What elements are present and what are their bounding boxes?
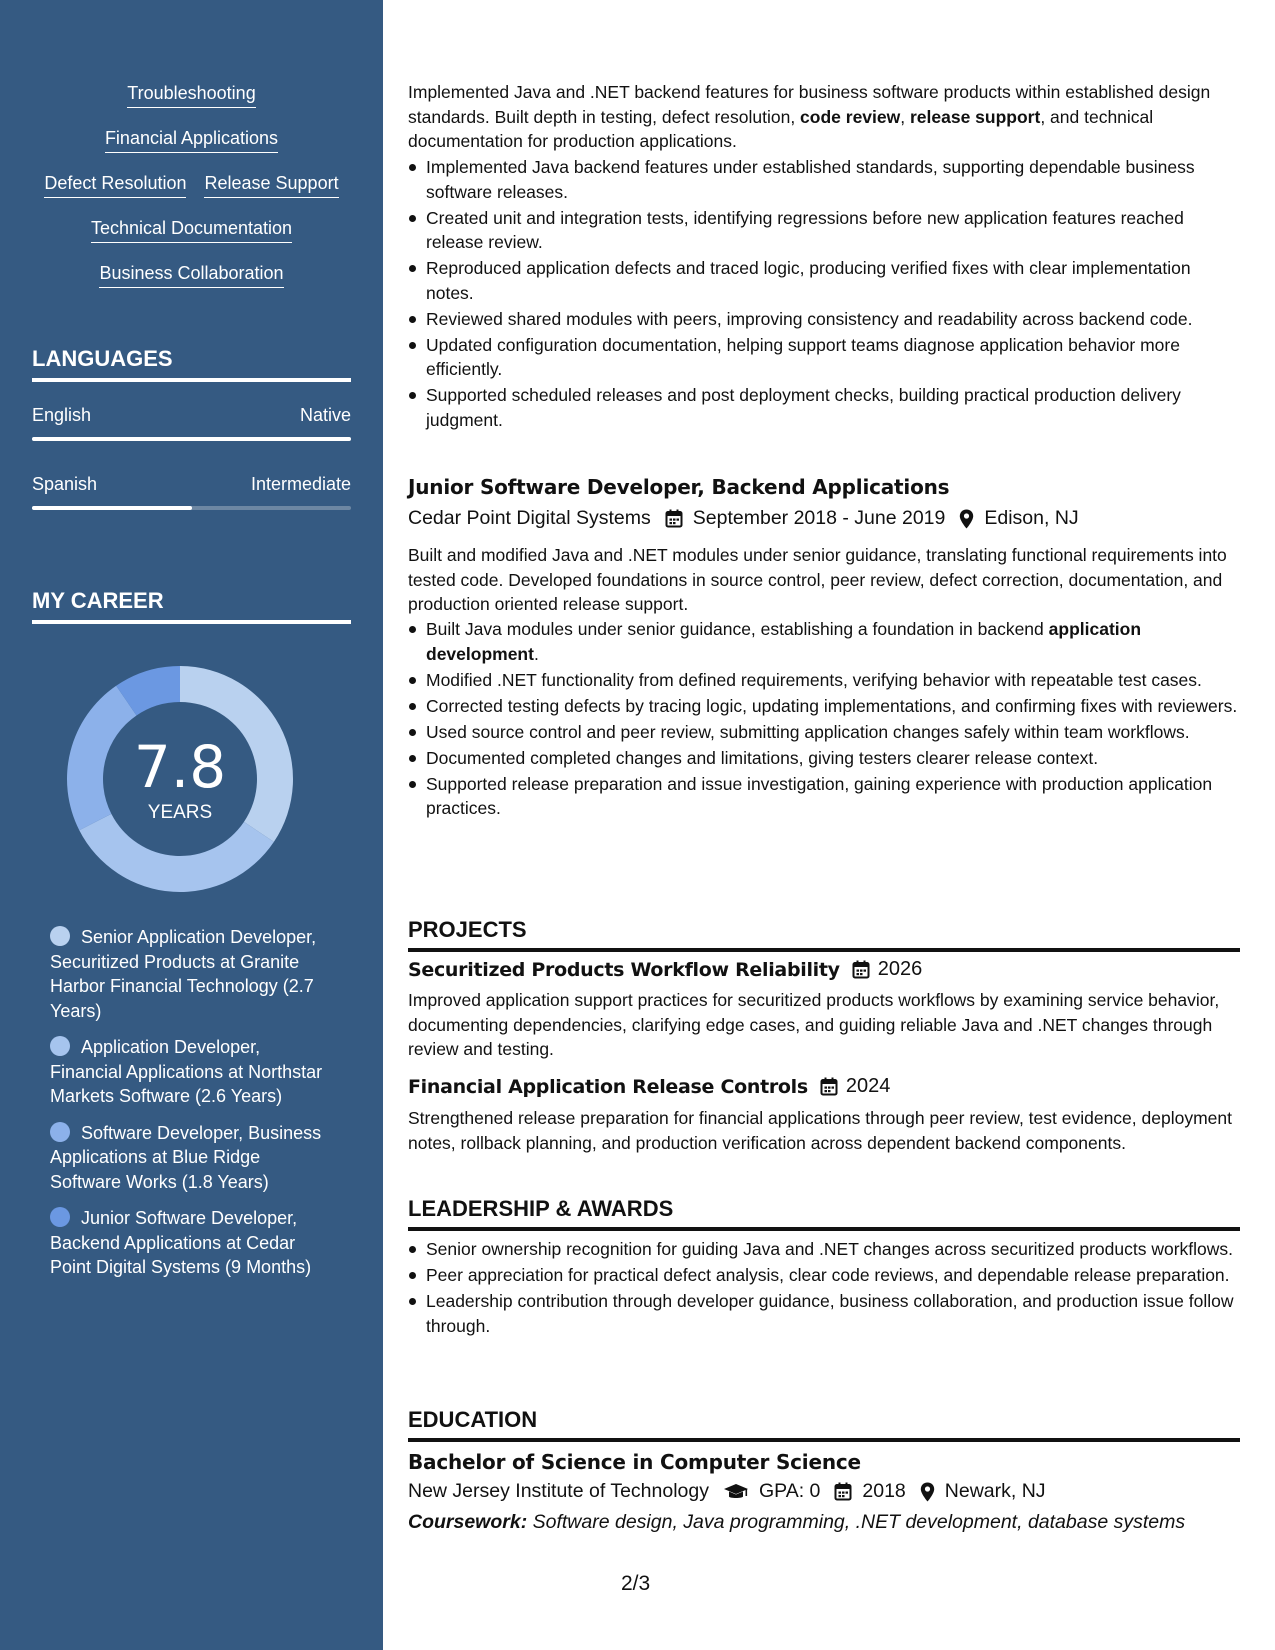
skill-tag: Financial Applications [105,129,278,153]
bullet-item: Leadership contribution through developer guidance, business collaboration, and production issue follow through. [408,1289,1240,1338]
bullet-item: Peer appreciation for practical defect analysis, clear code reviews, and dependable release preparation. [408,1263,1240,1288]
project-name: Financial Application Release Controls [408,1075,808,1098]
sidebar [0,0,383,1650]
location-pin-icon [959,509,974,529]
project-title [408,958,1240,981]
legend-dot-icon [50,1036,70,1056]
education-location: Newark, NJ [944,1480,1046,1502]
bullet-item: Reproduced application defects and traced logic, producing verified fixes with clear implementation notes. [408,256,1240,305]
bullet-item: Reviewed shared modules with peers, improving consistency and readability across backend code. [408,307,1240,332]
summary-text: , and technical documentation for production applications. [408,106,1154,151]
legend-dot-icon [50,1122,70,1142]
job-dates: September 2018 - June 2019 [692,507,946,529]
education-school: New Jersey Institute of Technology [408,1480,709,1502]
bullet-item: Supported release preparation and issue investigation, gaining experience with production application practices. [408,772,1240,821]
career-legend-text: Senior Application Developer, Securitized Products at Granite Harbor Financial Technology (2.7 Years) [50,927,317,1021]
bullet-item: Implemented Java backend features under established standards, supporting dependable business software releases. [408,155,1240,204]
language-proficiency-bar [32,437,351,441]
bullet-item: Modified .NET functionality from defined requirements, verifying behavior with repeatable test cases. [408,668,1240,693]
skill-row [0,219,383,264]
summary-bold-term: release support [909,106,1041,127]
bullet-item: Created unit and integration tests, identifying regressions before new application features reached release review. [408,206,1240,255]
calendar-icon [665,509,683,528]
calendar-icon [834,1482,852,1501]
career-legend-item [50,1206,335,1280]
awards-heading: LEADERSHIP & AWARDS [408,1196,1240,1231]
languages-heading: LANGUAGES [32,346,351,382]
career-donut-center [66,665,294,893]
language-level: Intermediate [250,474,351,494]
education-coursework [408,1511,1240,1534]
skill-row [0,174,383,219]
career-total-value: 7.8 [133,733,227,801]
legend-dot-icon [50,926,70,946]
summary-text: , [900,106,910,127]
bullet-item: Supported scheduled releases and post deployment checks, building practical production delivery judgment. [408,383,1240,432]
bullet-bold-term: application development [426,619,1142,664]
experience-summary [408,80,1240,154]
bullet-item: Corrected testing defects by tracing logic, updating implementations, and confirming fixes with reviewers. [408,694,1240,719]
career-legend-item [50,925,335,1023]
project-description: Improved application support practices for securitized products workflows by examining service behavior, documenting dependencies, clarifying edge cases, and guiding reliable Java and .NET changes through review and testing. [408,990,1220,1059]
bullet-item: Documented completed changes and limitations, giving testers clearer release context. [408,746,1240,771]
skill-tag: Release Support [204,174,338,198]
education-year: 2018 [862,1480,906,1502]
job-title: Junior Software Developer, Backend Applications [408,475,950,499]
education-meta [408,1480,1240,1503]
job-meta [408,507,1240,530]
skill-row [0,129,383,174]
calendar-icon [852,960,870,979]
job-bullets [408,617,1240,822]
career-legend [50,925,335,1292]
bullet-item: Updated configuration documentation, helping support teams diagnose application behavior more efficiently. [408,333,1240,382]
project-description: Strengthened release preparation for financial applications through peer review, test evidence, deployment notes, rollback planning, and production verification across dependent backend components. [408,1108,1232,1153]
skill-tag: Defect Resolution [44,174,186,198]
education-gpa: GPA: 0 [758,1480,821,1502]
education-degree: Bachelor of Science in Computer Science [408,1450,861,1474]
project-year: 2024 [845,1075,891,1097]
skill-row [0,84,383,129]
career-donut-chart [66,665,294,893]
project-year: 2026 [877,958,923,980]
skills-list [0,84,383,309]
language-proficiency-fill [32,437,351,441]
career-legend-text: Software Developer, Business Applications at Blue Ridge Software Works (1.8 Years) [50,1122,322,1192]
awards-list [408,1237,1240,1340]
bullet-item: Senior ownership recognition for guiding Java and .NET changes across securitized products workflows. [408,1237,1240,1262]
summary-text: Implemented Java and .NET backend features for business software products within established design standards. Built depth in testing, defect resolution, [408,82,1211,127]
language-proficiency-bar [32,506,351,510]
education-heading: EDUCATION [408,1407,1240,1442]
project-title [408,1075,1240,1098]
graduation-cap-icon [723,1483,749,1501]
skill-row [0,264,383,309]
skill-tag: Troubleshooting [127,84,255,108]
location-pin-icon [920,1482,935,1502]
skill-tag: Technical Documentation [91,219,292,243]
summary-bold-term: code review [800,106,901,127]
page-number: 2/3 [621,1572,651,1595]
language-level: Native [299,405,351,425]
legend-dot-icon [50,1207,70,1227]
job-company: Cedar Point Digital Systems [408,507,651,529]
bullet-item: Used source control and peer review, submitting application changes safely within team workflows. [408,720,1240,745]
career-legend-text: Junior Software Developer, Backend Applications at Cedar Point Digital Systems (9 Months) [50,1208,312,1277]
career-legend-item [50,1121,335,1195]
bullet-item [408,617,1240,666]
coursework-label: Coursework: [408,1511,528,1533]
career-legend-text: Application Developer, Financial Applications at Northstar Markets Software (2.6 Years) [50,1037,323,1106]
projects-heading: PROJECTS [408,917,1240,952]
language-proficiency-fill [32,506,192,510]
career-total-unit: YEARS [147,802,213,823]
language-name: English [32,405,92,425]
project-name: Securitized Products Workflow Reliability [408,958,840,981]
experience-bullets [408,155,1240,434]
skill-tag: Business Collaboration [99,264,283,288]
coursework-text: Software design, Java programming, .NET development, database systems [527,1511,1186,1533]
job-summary: Built and modified Java and .NET modules under senior guidance, translating functional requirements into tested code. Developed foundations in source control, peer review, defect correction, documentation, and production oriented release support. [408,545,1227,614]
bullet-text: Built Java modules under senior guidance, establishing a foundation in backend [426,619,1049,639]
language-name: Spanish [32,474,98,494]
job-location: Edison, NJ [984,507,1079,529]
career-legend-item [50,1035,335,1109]
career-heading: MY CAREER [32,588,351,624]
calendar-icon [820,1077,838,1096]
bullet-text: . [533,643,539,664]
